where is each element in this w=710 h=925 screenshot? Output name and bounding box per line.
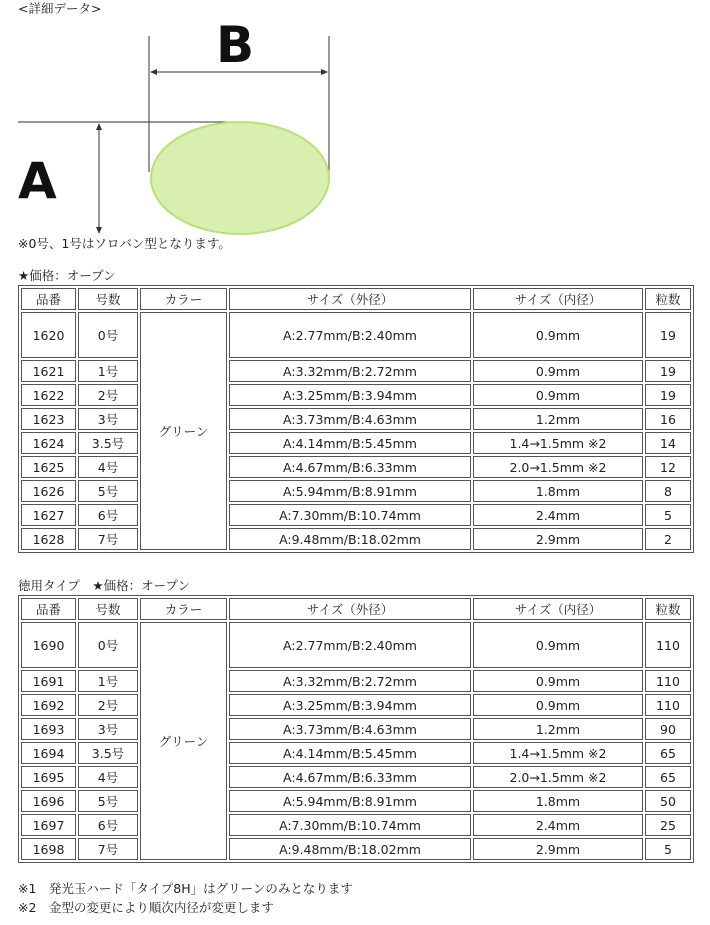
size-no-cell: 3.5号 <box>78 742 138 764</box>
count-cell: 12 <box>645 456 691 478</box>
code-cell: 1690 <box>21 622 76 668</box>
label-b: B <box>216 16 255 74</box>
count-cell: 110 <box>645 694 691 716</box>
code-cell: 1628 <box>21 528 76 550</box>
count-cell: 25 <box>645 814 691 836</box>
outer-size-cell: A:3.32mm/B:2.72mm <box>229 360 471 382</box>
outer-size-cell: A:2.77mm/B:2.40mm <box>229 622 471 668</box>
table-row <box>21 456 691 478</box>
size-no-cell: 2号 <box>78 384 138 406</box>
table-row <box>21 790 691 812</box>
table-row <box>21 360 691 382</box>
inner-size-cell: 0.9mm <box>473 312 643 358</box>
outer-size-cell: A:4.67mm/B:6.33mm <box>229 456 471 478</box>
table-row <box>21 480 691 502</box>
size-no-cell: 4号 <box>78 456 138 478</box>
inner-size-cell: 1.8mm <box>473 790 643 812</box>
header-inner-size: サイズ（内径） <box>473 288 643 310</box>
inner-size-cell: 1.4→1.5mm ※2 <box>473 742 643 764</box>
header-outer-size: サイズ（外径） <box>229 598 471 620</box>
size-no-cell: 7号 <box>78 528 138 550</box>
inner-size-cell: 1.2mm <box>473 718 643 740</box>
table-row <box>21 384 691 406</box>
header-color: カラー <box>140 288 227 310</box>
size-no-cell: 3号 <box>78 408 138 430</box>
table-row <box>21 838 691 860</box>
code-cell: 1693 <box>21 718 76 740</box>
table-row <box>21 766 691 788</box>
code-cell: 1627 <box>21 504 76 526</box>
size-no-cell: 7号 <box>78 838 138 860</box>
outer-size-cell: A:2.77mm/B:2.40mm <box>229 312 471 358</box>
code-cell: 1623 <box>21 408 76 430</box>
table2-caption: 徳用タイプ ★価格：オープン <box>18 578 190 593</box>
outer-size-cell: A:5.94mm/B:8.91mm <box>229 790 471 812</box>
size-no-cell: 5号 <box>78 480 138 502</box>
table-row <box>21 408 691 430</box>
inner-size-cell: 2.4mm <box>473 504 643 526</box>
header-code: 品番 <box>21 288 76 310</box>
table-row <box>21 742 691 764</box>
outer-size-cell: A:9.48mm/B:18.02mm <box>229 528 471 550</box>
table-row <box>21 814 691 836</box>
count-cell: 19 <box>645 312 691 358</box>
header-count: 粒数 <box>645 288 691 310</box>
color-cell: グリーン <box>140 312 227 550</box>
table-row <box>21 694 691 716</box>
size-no-cell: 0号 <box>78 622 138 668</box>
a-arrow-bottom <box>96 227 102 234</box>
outer-size-cell: A:7.30mm/B:10.74mm <box>229 504 471 526</box>
outer-size-cell: A:3.73mm/B:4.63mm <box>229 718 471 740</box>
table-row <box>21 670 691 692</box>
outer-size-cell: A:9.48mm/B:18.02mm <box>229 838 471 860</box>
inner-size-cell: 1.4→1.5mm ※2 <box>473 432 643 454</box>
size-no-cell: 4号 <box>78 766 138 788</box>
b-arrow-left <box>150 69 157 75</box>
code-cell: 1621 <box>21 360 76 382</box>
count-cell: 65 <box>645 742 691 764</box>
outer-size-cell: A:3.32mm/B:2.72mm <box>229 670 471 692</box>
table-row <box>21 622 691 668</box>
table-row <box>21 432 691 454</box>
table-row <box>21 312 691 358</box>
product-table-value <box>18 595 694 863</box>
code-cell: 1697 <box>21 814 76 836</box>
size-no-cell: 6号 <box>78 814 138 836</box>
header-code: 品番 <box>21 598 76 620</box>
inner-size-cell: 0.9mm <box>473 384 643 406</box>
code-cell: 1626 <box>21 480 76 502</box>
outer-size-cell: A:3.25mm/B:3.94mm <box>229 384 471 406</box>
table-header-row <box>21 288 691 310</box>
inner-size-cell: 0.9mm <box>473 670 643 692</box>
count-cell: 14 <box>645 432 691 454</box>
outer-size-cell: A:4.14mm/B:5.45mm <box>229 432 471 454</box>
header-size-no: 号数 <box>78 598 138 620</box>
header-color: カラー <box>140 598 227 620</box>
outer-size-cell: A:3.25mm/B:3.94mm <box>229 694 471 716</box>
count-cell: 110 <box>645 670 691 692</box>
inner-size-cell: 2.4mm <box>473 814 643 836</box>
size-no-cell: 0号 <box>78 312 138 358</box>
inner-size-cell: 2.0→1.5mm ※2 <box>473 766 643 788</box>
size-no-cell: 3.5号 <box>78 432 138 454</box>
count-cell: 19 <box>645 360 691 382</box>
detail-heading: <詳細データ> <box>18 1 102 16</box>
code-cell: 1696 <box>21 790 76 812</box>
size-no-cell: 2号 <box>78 694 138 716</box>
code-cell: 1620 <box>21 312 76 358</box>
count-cell: 2 <box>645 528 691 550</box>
table-row <box>21 718 691 740</box>
count-cell: 5 <box>645 838 691 860</box>
inner-size-cell: 0.9mm <box>473 360 643 382</box>
bead-dimension-diagram <box>0 0 340 240</box>
inner-size-cell: 2.0→1.5mm ※2 <box>473 456 643 478</box>
code-cell: 1695 <box>21 766 76 788</box>
table-row <box>21 504 691 526</box>
table-header-row <box>21 598 691 620</box>
outer-size-cell: A:4.14mm/B:5.45mm <box>229 742 471 764</box>
bead-ellipse <box>151 122 329 234</box>
count-cell: 8 <box>645 480 691 502</box>
size-no-cell: 3号 <box>78 718 138 740</box>
size-no-cell: 5号 <box>78 790 138 812</box>
count-cell: 65 <box>645 766 691 788</box>
inner-size-cell: 2.9mm <box>473 528 643 550</box>
size-no-cell: 6号 <box>78 504 138 526</box>
product-table-standard <box>18 285 694 553</box>
outer-size-cell: A:4.67mm/B:6.33mm <box>229 766 471 788</box>
header-inner-size: サイズ（内径） <box>473 598 643 620</box>
count-cell: 110 <box>645 622 691 668</box>
count-cell: 16 <box>645 408 691 430</box>
header-count: 粒数 <box>645 598 691 620</box>
code-cell: 1698 <box>21 838 76 860</box>
code-cell: 1694 <box>21 742 76 764</box>
inner-size-cell: 2.9mm <box>473 838 643 860</box>
code-cell: 1692 <box>21 694 76 716</box>
diagram-note: ※0号、1号はソロバン型となります。 <box>18 236 231 251</box>
inner-size-cell: 0.9mm <box>473 622 643 668</box>
code-cell: 1622 <box>21 384 76 406</box>
header-size-no: 号数 <box>78 288 138 310</box>
inner-size-cell: 1.2mm <box>473 408 643 430</box>
outer-size-cell: A:5.94mm/B:8.91mm <box>229 480 471 502</box>
label-a: A <box>18 152 57 210</box>
color-cell: グリーン <box>140 622 227 860</box>
inner-size-cell: 0.9mm <box>473 694 643 716</box>
outer-size-cell: A:3.73mm/B:4.63mm <box>229 408 471 430</box>
footnote-1: ※1 発光玉ハード「タイプ8H」はグリーンのみとなります <box>18 881 353 896</box>
inner-size-cell: 1.8mm <box>473 480 643 502</box>
size-no-cell: 1号 <box>78 360 138 382</box>
code-cell: 1624 <box>21 432 76 454</box>
size-no-cell: 1号 <box>78 670 138 692</box>
code-cell: 1691 <box>21 670 76 692</box>
count-cell: 19 <box>645 384 691 406</box>
header-outer-size: サイズ（外径） <box>229 288 471 310</box>
code-cell: 1625 <box>21 456 76 478</box>
table1-caption: ★価格：オープン <box>18 268 116 283</box>
b-arrow-right <box>321 69 328 75</box>
count-cell: 90 <box>645 718 691 740</box>
a-arrow-top <box>96 123 102 130</box>
table-row <box>21 528 691 550</box>
footnote-2: ※2 金型の変更により順次内径が変更します <box>18 900 274 915</box>
outer-size-cell: A:7.30mm/B:10.74mm <box>229 814 471 836</box>
count-cell: 5 <box>645 504 691 526</box>
count-cell: 50 <box>645 790 691 812</box>
